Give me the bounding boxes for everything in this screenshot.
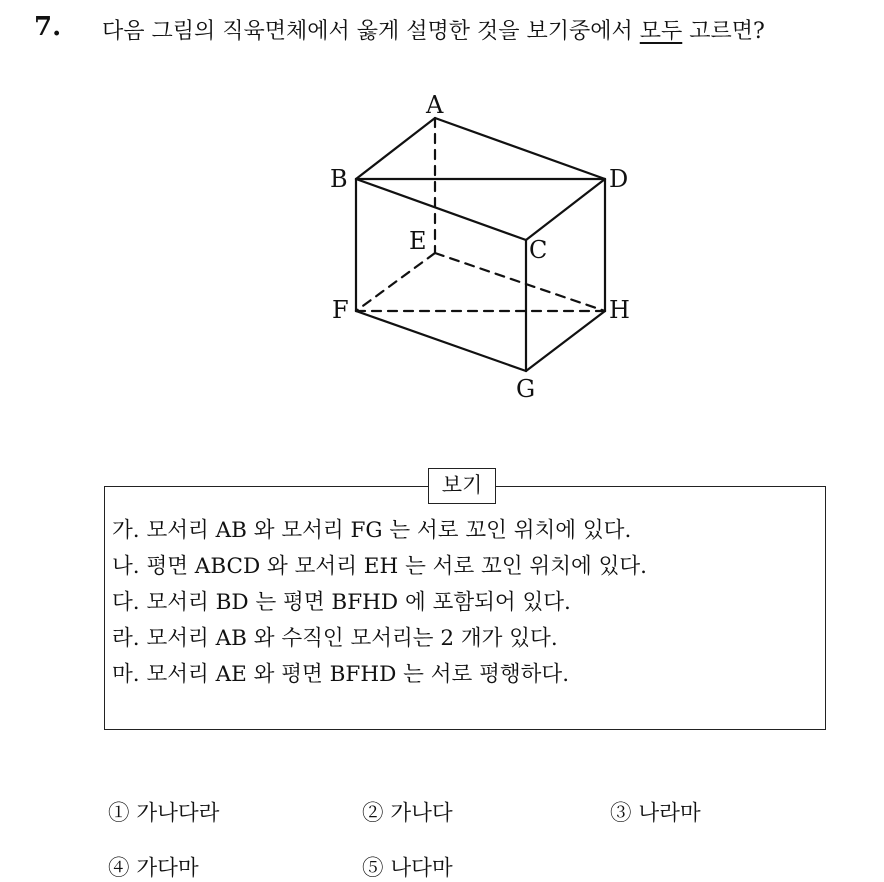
- edge-EF: [356, 253, 435, 311]
- vertex-label-B: B: [330, 165, 348, 193]
- edge-CD: [526, 179, 605, 240]
- bogi-title: 보기: [428, 468, 496, 504]
- bogi-item-da: 다. 모서리 BD 는 평면 BFHD 에 포함되어 있다.: [112, 590, 571, 615]
- bogi-items: [112, 516, 647, 696]
- vertex-label-A: A: [426, 91, 444, 119]
- question-emphasis: 모두: [639, 19, 683, 44]
- question-text-before: 다음 그림의 직육면체에서 옳게 설명한 것을 보기중에서: [102, 19, 640, 44]
- choice-2[interactable]: ② 가나다: [362, 801, 453, 826]
- choice-5[interactable]: ⑤ 나다마: [362, 856, 453, 881]
- vertex-label-C: C: [529, 236, 548, 264]
- bogi-item-ga: 가. 모서리 AB 와 모서리 FG 는 서로 꼬인 위치에 있다.: [112, 518, 632, 543]
- bogi-item-ra: 라. 모서리 AB 와 수직인 모서리는 2 개가 있다.: [112, 626, 558, 651]
- choice-1[interactable]: ① 가나다라: [108, 801, 220, 826]
- question-text-after: 고르면?: [682, 19, 765, 44]
- vertex-label-H: H: [609, 296, 630, 324]
- vertex-label-D: D: [609, 165, 629, 193]
- edge-FG: [356, 311, 526, 371]
- vertex-label-F: F: [332, 296, 349, 324]
- edge-AB: [356, 118, 435, 179]
- edge-GH: [526, 311, 605, 371]
- bogi-item-ma: 마. 모서리 AE 와 평면 BFHD 는 서로 평행하다.: [112, 662, 570, 687]
- choice-3[interactable]: ③ 나라마: [610, 801, 701, 826]
- vertex-label-G: G: [516, 375, 536, 403]
- vertex-label-E: E: [409, 227, 427, 255]
- edge-EH: [435, 253, 605, 311]
- edge-BC: [356, 179, 526, 240]
- bogi-item-na: 나. 평면 ABCD 와 모서리 EH 는 서로 꼬인 위치에 있다.: [112, 554, 647, 579]
- choice-4[interactable]: ④ 가다마: [108, 856, 199, 881]
- question-number: 7.: [34, 12, 62, 42]
- edge-AD: [435, 118, 605, 179]
